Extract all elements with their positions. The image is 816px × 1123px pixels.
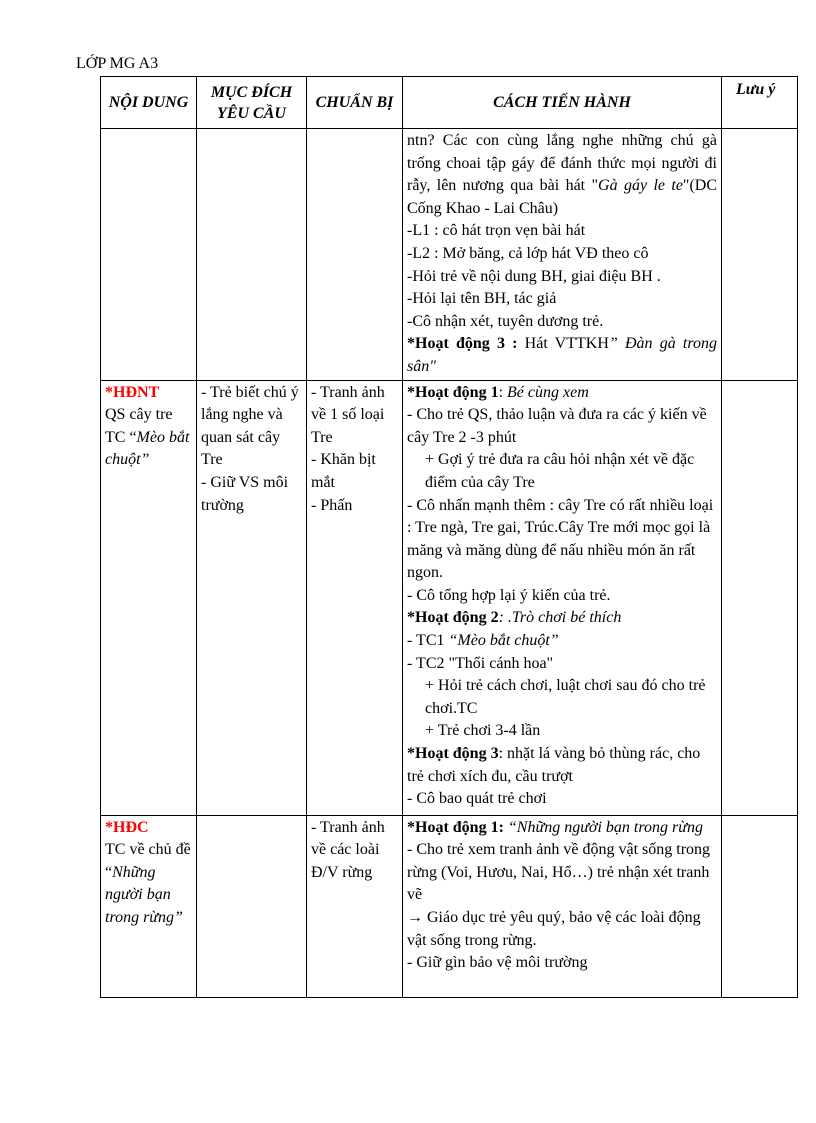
activity-heading: *Hoạt động 1: Bé cùng xem [407,383,589,401]
header-muc-dich: MỤC ĐÍCH YÊU CẦU [197,77,307,129]
table-row [101,380,798,815]
activity-heading: *Hoạt động 3: nhặt lá vàng bỏ thùng rác, cho trẻ chơi xích đu, cầu trượt [407,745,701,785]
cell-luu-y [722,129,798,381]
header-row [101,77,798,129]
arrow-right-icon: → [407,908,423,926]
cell-chuan-bi [307,129,403,381]
header-luu-y: Lưu ý [722,77,798,129]
cell-muc-dich [197,815,307,997]
procedure-paragraph: ntn? Các con cùng lắng nghe những chú gà trống choai tập gáy để đánh thức mọi người đi rẫy, lên nương qua bài hát "Gà gáy le te"(DC Cống Khao - Lai Châu) [407,132,718,217]
table-row [101,129,798,381]
cell-noi-dung: *HĐNT QS cây tre TC “Mèo bắt chuột” [101,380,197,815]
lesson-plan-table [100,76,798,998]
section-title: *HĐNT [105,383,160,401]
cell-luu-y [722,815,798,997]
cell-luu-y [722,380,798,815]
cell-cach-tien-hanh: *Hoạt động 1: “Những người bạn trong rừng - Cho trẻ xem tranh ảnh về động vật sống trong rừng (Voi, Hươu, Nai, Hổ…) trẻ nhận xét tranh vẽ → Giáo dục trẻ yêu quý, bảo vệ các loài động vật sống trong rừng. - Giữ gìn bảo vệ môi trường [403,815,722,997]
cell-cach-tien-hanh [403,129,722,381]
cell-chuan-bi: - Tranh ảnh về 1 số loại Tre - Khăn bịt mắt - Phấn [307,380,403,815]
table-row [101,815,798,997]
procedure-step: -Hỏi lại tên BH, tác giả [407,290,557,308]
procedure-step: -L1 : cô hát trọn vẹn bài hát [407,222,586,240]
cell-chuan-bi: - Tranh ảnh về các loài Đ/V rừng [307,815,403,997]
class-label: LỚP MG A3 [76,55,159,72]
cell-muc-dich [197,129,307,381]
header-chuan-bi: CHUẨN BỊ [307,77,403,129]
cell-noi-dung [101,129,197,381]
cell-cach-tien-hanh: *Hoạt động 1: Bé cùng xem - Cho trẻ QS, thảo luận và đưa ra các ý kiến về cây Tre 2 -3 phút + Gợi ý trẻ đưa ra câu hỏi nhận xét về đặc điểm của cây Tre - Cô nhấn mạnh thêm : cây Tre có rất nhiều loại : Tre ngà, Tre gai, Trúc.Cây Tre mới mọc gọi là măng và măng dùng để nấu nhiều món ăn rất ngon. - Cô tổng hợp lại ý kiến của trẻ. *Hoạt động 2: .Trò chơi bé thích - TC1 “Mèo bắt chuột” - TC2 "Thổi cánh hoa" + Hỏi trẻ cách chơi, luật chơi sau đó cho trẻ chơi.TC + Trẻ chơi 3-4 lần *Hoạt động 3: nhặt lá vàng bỏ thùng rác, cho trẻ chơi xích đu, cầu trượt - Cô bao quát trẻ chơi [403,380,722,815]
procedure-step: -L2 : Mở băng, cả lớp hát VĐ theo cô [407,244,649,262]
cell-noi-dung: *HĐC TC về chủ đề “Những người bạn trong rừng” [101,815,197,997]
header-cach-tien-hanh: CÁCH TIẾN HÀNH [403,77,722,129]
header-noi-dung: NỘI DUNG [101,77,197,129]
cell-muc-dich: - Trẻ biết chú ý lắng nghe và quan sát cây Tre - Giữ VS môi trường [197,380,307,815]
section-title: *HĐC [105,818,149,836]
activity-heading: *Hoạt động 2: .Trò chơi bé thích [407,609,622,627]
procedure-step: -Hỏi trẻ về nội dung BH, giai điệu BH . [407,267,661,285]
activity-heading: *Hoạt động 1: “Những người bạn trong rừng [407,818,703,836]
procedure-step: -Cô nhận xét, tuyên dương trẻ. [407,312,604,330]
activity-heading: *Hoạt động 3 : Hát VTTKH” Đàn gà trong sân" [407,335,717,375]
